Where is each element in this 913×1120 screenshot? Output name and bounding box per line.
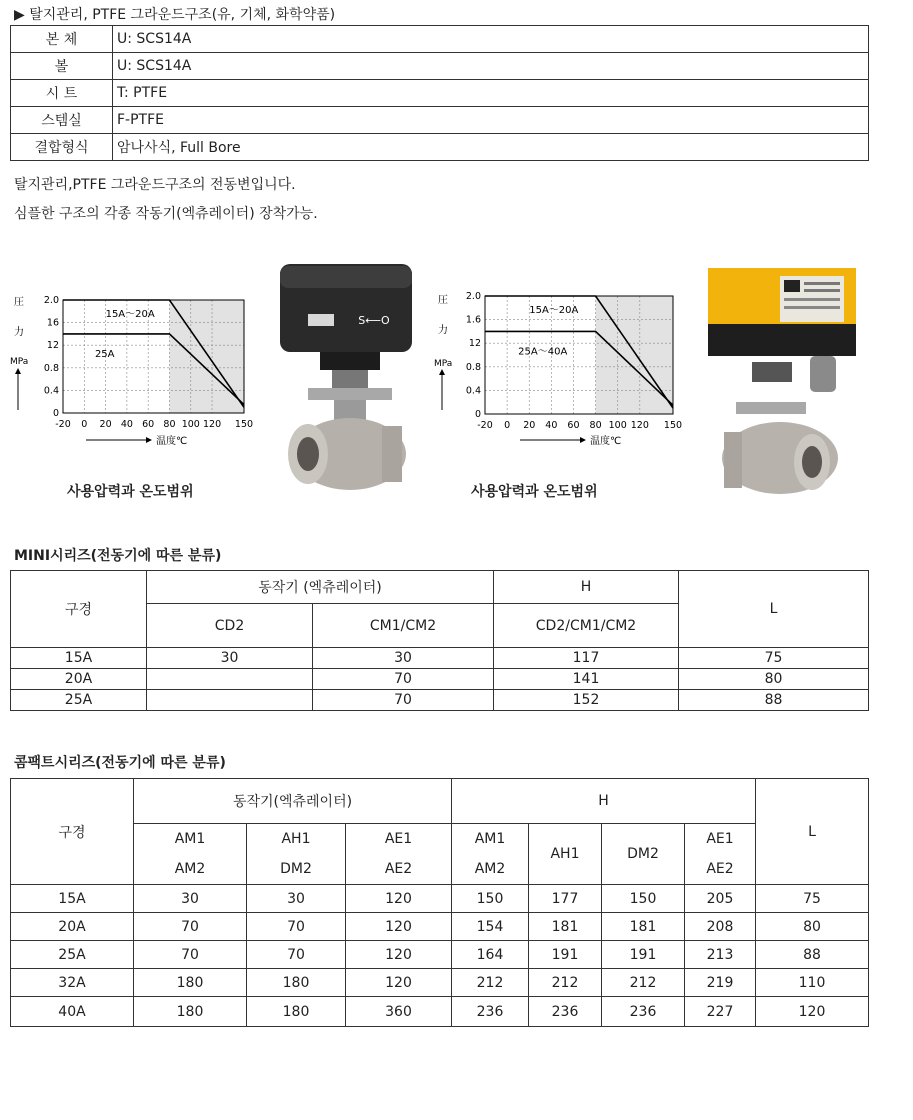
x-tick-label: 100 <box>181 419 200 430</box>
y-unit: MPa <box>10 357 29 367</box>
header-size: 구경 <box>11 571 147 648</box>
chart-plot <box>44 295 253 430</box>
cell: 20A <box>11 669 147 690</box>
series-label: 15A～20A <box>529 305 579 316</box>
y-arrow-head <box>439 369 445 375</box>
header-sub: AM1 AM2 <box>452 824 529 885</box>
header-sub: AH1 DM2 <box>247 824 346 885</box>
header-l: L <box>756 779 869 885</box>
spec-row <box>11 80 869 107</box>
y-tick-label: 16 <box>46 317 59 329</box>
header-sub: AE1 AE2 <box>685 824 756 885</box>
compact-series-title: 콤팩트시리즈(전동기에 따른 분류) <box>14 755 226 771</box>
cell: 15A <box>11 648 147 669</box>
cell: 70 <box>313 669 494 690</box>
x-tick-label: 80 <box>163 419 176 430</box>
x-tick-label: 60 <box>567 420 580 431</box>
x-arrow-head <box>146 437 152 443</box>
section-header: ▶ 탈지관리, PTFE 그라운드구조(유, 기체, 화학약품) <box>14 7 336 23</box>
spec-row <box>11 26 869 53</box>
spec-key: 시 트 <box>11 80 113 107</box>
cell: 141 <box>494 669 679 690</box>
description-1: 탈지관리,PTFE 그라운드구조의 전동변입니다. <box>14 177 296 193</box>
cable-gland <box>810 356 836 392</box>
table-row: 40A 180 180 360 236 236 236 227 120 <box>11 997 869 1027</box>
cell: 70 <box>313 690 494 711</box>
x-tick-label: 120 <box>202 419 222 430</box>
y-tick-label: 0.4 <box>43 385 59 397</box>
spec-value: T: PTFE <box>113 80 869 107</box>
pipe-port-icon <box>802 446 822 478</box>
x-tick-label: 20 <box>523 420 536 431</box>
y-tick-label: 2.0 <box>465 291 481 302</box>
spec-row <box>11 134 869 161</box>
mini-series-table <box>10 570 869 711</box>
series-label: 25A～40A <box>518 346 568 358</box>
header-h: H <box>452 779 756 824</box>
header-sub: CD2/CM1/CM2 <box>494 604 679 648</box>
spec-row <box>11 53 869 80</box>
cell: 30 <box>147 648 313 669</box>
x-tick-label: 150 <box>663 420 683 431</box>
chart-caption-right: 사용압력과 온도범위 <box>471 484 598 500</box>
stem-bracket <box>736 402 806 414</box>
y-unit: MPa <box>434 359 453 369</box>
x-tick-label: 100 <box>608 420 627 431</box>
chart-caption-left: 사용압력과 온도범위 <box>67 484 194 500</box>
spec-key: 볼 <box>11 53 113 80</box>
cell: 75 <box>679 648 869 669</box>
spec-row <box>11 107 869 134</box>
y-tick-label: 0 <box>52 408 59 419</box>
y-label-char: 力 <box>438 325 448 336</box>
spec-key: 스템실 <box>11 107 113 134</box>
x-tick-label: -20 <box>477 420 493 431</box>
x-tick-label: -20 <box>55 419 71 430</box>
spec-key: 결합형식 <box>11 134 113 161</box>
pressure-temp-chart-left <box>8 288 268 448</box>
spec-key: 본 체 <box>11 26 113 53</box>
header-sub: CD2 <box>147 604 313 648</box>
cell: 88 <box>679 690 869 711</box>
stem-bracket <box>332 370 368 390</box>
x-tick-label: 0 <box>504 420 511 431</box>
table-row <box>11 669 869 690</box>
cell <box>147 690 313 711</box>
direction-label: S⟵O <box>358 314 390 327</box>
x-tick-label: 20 <box>99 419 112 430</box>
x-tick-label: 120 <box>630 420 649 431</box>
header-size: 구경 <box>11 779 134 885</box>
y-tick-label: 2.0 <box>43 295 59 306</box>
x-tick-label: 0 <box>81 419 88 430</box>
y-tick-label: 12 <box>468 338 481 350</box>
cell: 152 <box>494 690 679 711</box>
pipe-port-icon <box>297 437 319 471</box>
y-tick-label: 1.6 <box>465 314 481 326</box>
cell: 25A <box>11 690 147 711</box>
cell: 30 <box>313 648 494 669</box>
series-label: 15A～20A <box>105 309 155 320</box>
chart-plot <box>466 291 682 431</box>
table-row: 32A 180 180 120 212 212 212 219 110 <box>11 969 869 997</box>
y-tick-label: 0.4 <box>465 385 481 397</box>
spec-value: F-PTFE <box>113 107 869 134</box>
y-arrow-head <box>15 368 21 374</box>
cell <box>147 669 313 690</box>
spec-value: U: SCS14A <box>113 26 869 53</box>
y-tick-label: 12 <box>46 340 59 352</box>
mini-series-title: MINI시리즈(전동기에 따른 분류) <box>14 548 222 564</box>
header-h: H <box>494 571 679 604</box>
header-sub: AE1 AE2 <box>346 824 452 885</box>
x-arrow-head <box>580 437 586 443</box>
x-label: 温度℃ <box>156 436 188 447</box>
y-tick-label: 0.8 <box>465 361 481 373</box>
y-label-char: 圧 <box>438 295 448 306</box>
y-tick-label: 0.8 <box>43 362 59 374</box>
x-tick-label: 60 <box>142 419 155 430</box>
valve-photo-1 <box>270 258 430 493</box>
table-row <box>11 690 869 711</box>
header-actuator: 동작기 (엑츄레이터) <box>147 571 494 604</box>
table-row: 20A 70 70 120 154 181 181 208 80 <box>11 913 869 941</box>
x-tick-label: 40 <box>120 419 133 430</box>
header-actuator: 동작기(엑츄레이터) <box>134 779 452 824</box>
header-sub: DM2 <box>602 824 685 885</box>
y-label-char: 圧 <box>14 297 24 308</box>
compact-series-table <box>10 778 869 1027</box>
y-label-char: 力 <box>14 327 24 338</box>
header-sub: AH1 <box>529 824 602 885</box>
cell: 117 <box>494 648 679 669</box>
header-sub: AM1 AM2 <box>134 824 247 885</box>
series-label: 25A <box>94 348 115 360</box>
description-2: 심플한 구조의 각종 작동기(엑츄레이터) 장착가능. <box>14 206 318 222</box>
x-tick-label: 40 <box>545 420 558 431</box>
x-tick-label: 80 <box>589 420 602 431</box>
table-row <box>11 648 869 669</box>
actuator-label <box>308 314 334 326</box>
cell: 80 <box>679 669 869 690</box>
x-label: 温度℃ <box>590 436 622 446</box>
spec-table <box>10 25 869 161</box>
y-tick-label: 0 <box>474 409 481 420</box>
spec-value: 암나사식, Full Bore <box>113 134 869 161</box>
table-row: 15A 30 30 120 150 177 150 205 75 <box>11 885 869 913</box>
spec-value: U: SCS14A <box>113 53 869 80</box>
valve-photo-2 <box>700 262 870 502</box>
header-l: L <box>679 571 869 648</box>
pressure-temp-chart-right <box>432 286 692 446</box>
x-tick-label: 150 <box>234 419 254 430</box>
table-row: 25A 70 70 120 164 191 191 213 88 <box>11 941 869 969</box>
header-sub: CM1/CM2 <box>313 604 494 648</box>
